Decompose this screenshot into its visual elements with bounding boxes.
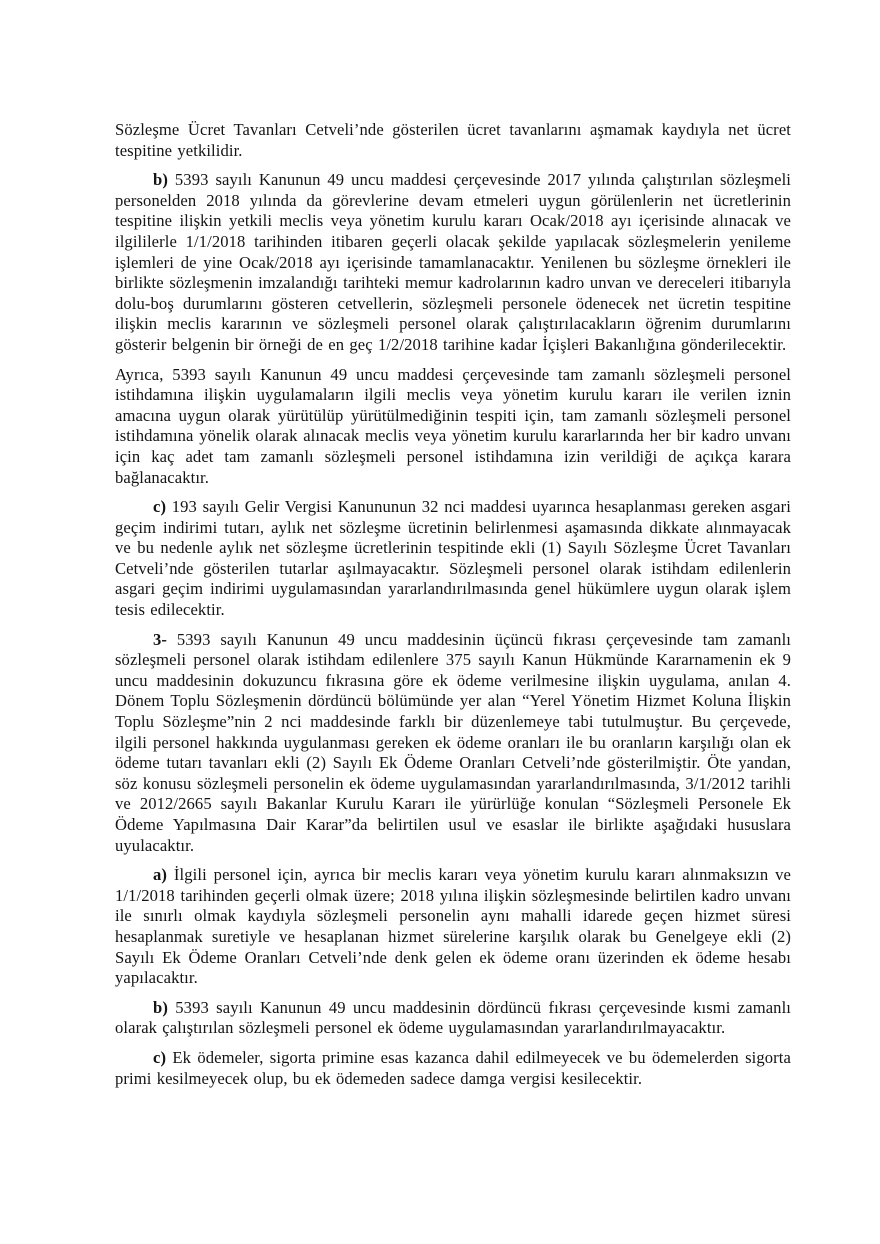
paragraph-label: c) <box>153 497 167 517</box>
paragraph-label: a) <box>153 865 168 885</box>
paragraph-text: 5393 sayılı Kanunun 49 uncu maddesi çerçevesinde 2017 yılında çalıştırılan sözleşmeli personelden 2018 yılında da görevlerine devam etmeleri uygun görülenlerin net ücretlerinin tespitine ilişkin yetkili meclis veya yönetim kurulu kararı Ocak/2018 ayı içerisinde alınacak ve ilgililerle 1/1/2018 tarihinden itibaren geçerli olacak şekilde yapılacak sözleşmelerin yenileme işlemleri de yine Ocak/2018 ayı içerisinde tamamlanacaktır. Yenilenen bu sözleşme örnekleri ile birlikte sözleşmenin imzalandığı tarihteki memur kadrolarının kadro unvan ve dereceleri itibarıyla dolu-boş durumlarını gösteren cetvellerin, sözleşmeli personele ödenecek net ücretin tespitine ilişkin meclis kararının ve sözleşmeli personel olarak çalıştırılacakların öğrenim durumlarını gösterir belgenin bir örneği de en geç 1/2/2018 tarihine kadar İçişleri Bakanlığına gönderilecektir. <box>115 170 791 354</box>
paragraph-label: b) <box>153 170 168 190</box>
paragraph-item-c1 <box>115 497 791 621</box>
paragraph-section-3 <box>115 630 791 857</box>
paragraph-text: Ek ödemeler, sigorta primine esas kazanca dahil edilmeyecek ve bu ödemelerden sigorta primi kesilmeyecek olup, bu ek ödemeden sadece damga vergisi kesilecektir. <box>115 1047 791 1088</box>
paragraph-item-c2 <box>115 1048 791 1089</box>
document-text-block <box>115 120 791 1098</box>
paragraph-label: 3- <box>153 629 168 649</box>
paragraph-ayrica <box>115 365 791 489</box>
paragraph-text: 193 sayılı Gelir Vergisi Kanununun 32 nci maddesi uyarınca hesaplanması gereken asgari geçim indirimi tutarı, aylık net sözleşme ücretinin belirlenmesi aşamasında dikkate alınmayacak ve bu nedenle aylık net sözleşme ücretlerinin tespitinde ekli (1) Sayılı Sözleşme Ücret Tavanları Cetveli’nde gösterilen tutarlar aşılmayacaktır. Sözleşmeli personel olarak istihdam edilenlerin asgari geçim indirimi uygulamasından yararlandırılmasında genel hükümlere uygun olarak işlem tesis edilecektir. <box>115 497 791 620</box>
paragraph-item-b1 <box>115 170 791 355</box>
paragraph-intro-continuation <box>115 120 791 161</box>
paragraph-text: Sözleşme Ücret Tavanları Cetveli’nde gösterilen ücret tavanlarını aşmamak kaydıyla net ücret tespitine yetkilidir. <box>115 120 791 160</box>
paragraph-label: b) <box>153 997 168 1017</box>
paragraph-text: Ayrıca, 5393 sayılı Kanunun 49 uncu maddesi çerçevesinde tam zamanlı sözleşmeli personel istihdamına ilişkin uygulamaların ilgili meclis veya yönetim kurulu kararı ile verilen iznin amacına uygun olarak yürütülüp yürütülmediğinin tespiti için, tam zamanlı sözleşmeli personel istihdamına yönelik olarak alınacak meclis veya yönetim kurulu kararlarında her bir kadro unvanı için kaç adet tam zamanlı sözleşmeli personel istihdamına izin verildiği de açıkça karara bağlanacaktır. <box>115 364 791 487</box>
paragraph-label: c) <box>153 1047 167 1067</box>
paragraph-item-b2 <box>115 998 791 1039</box>
paragraph-text: 5393 sayılı Kanunun 49 uncu maddesinin üçüncü fıkrası çerçevesinde tam zamanlı sözleşmeli personel olarak istihdam edilenlere 375 sayılı Kanun Hükmünde Kararnamenin ek 9 uncu maddesinin dokuzuncu fıkrasına göre ek ödeme verilmesine ilişkin uygulama, anılan 4. Dönem Toplu Sözleşmenin dördüncü bölümünde yer alan “Yerel Yönetim Hizmet Koluna İlişkin Toplu Sözleşme”nin 2 nci maddesinde farklı bir düzenlemeye tabi tutulmuştur. Bu çerçevede, ilgili personel hakkında uygulanması gereken ek ödeme oranları ile bu oranların karşılığı olan ek ödeme tutarı tavanları ekli (2) Sayılı Ek Ödeme Oranları Cetveli’nde gösterilmiştir. Öte yandan, söz konusu sözleşmeli personelin ek ödeme uygulamasından yararlandırılmasında, 3/1/2012 tarihli ve 2012/2665 sayılı Bakanlar Kurulu Kararı ile yürürlüğe konulan “Sözleşmeli Personele Ek Ödeme Yapılmasına Dair Karar”da belirtilen usul ve esaslar ile birlikte aşağıdaki hususlara uyulacaktır. <box>115 629 791 855</box>
paragraph-text: 5393 sayılı Kanunun 49 uncu maddesinin dördüncü fıkrası çerçevesinde kısmi zamanlı olarak çalıştırılan sözleşmeli personel ek ödeme uygulamasından yararlandırılmayacaktır. <box>115 997 791 1038</box>
paragraph-item-a2 <box>115 865 791 989</box>
paragraph-text: İlgili personel için, ayrıca bir meclis kararı veya yönetim kurulu kararı alınmaksızın ve 1/1/2018 tarihinden geçerli olmak üzere; 2018 yılına ilişkin sözleşmesinde belirtilen kadro unvanı ile sınırlı olmak kaydıyla sözleşmeli personelin aynı mahalli idarede geçen hizmet süresi hesaplanmak suretiyle ve hesaplanan hizmet sürelerine karşılık olarak bu Genelgeye ekli (2) Sayılı Ek Ödeme Oranları Cetveli’nde denk gelen ek ödeme oranı üzerinden ek ödeme hesabı yapılacaktır. <box>115 865 791 988</box>
